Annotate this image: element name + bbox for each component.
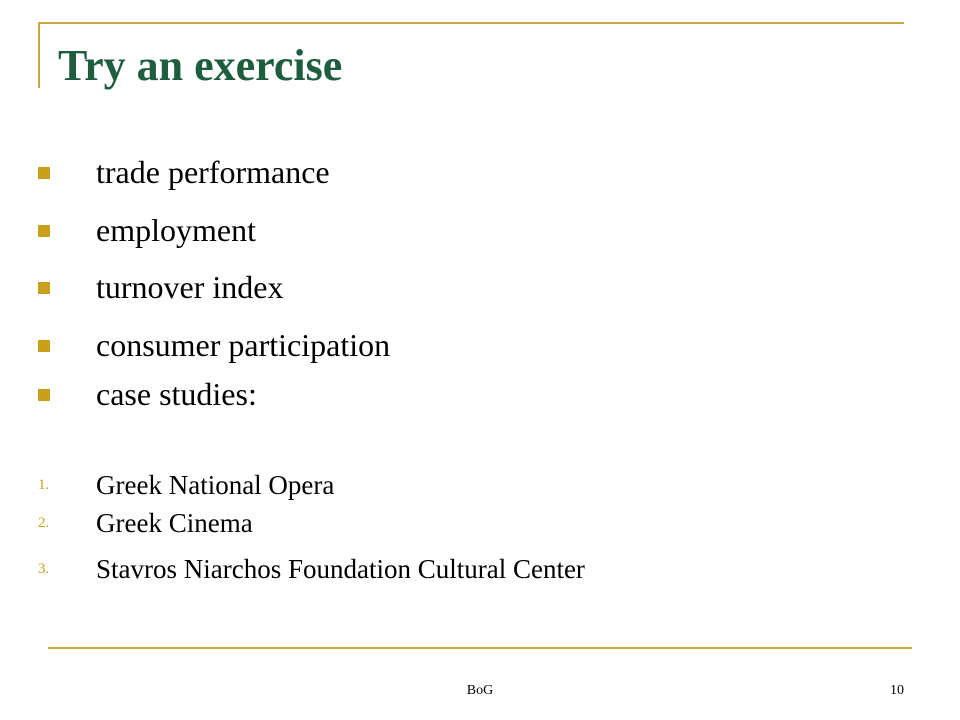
footer-divider	[48, 647, 912, 649]
numbered-text: Stavros Niarchos Foundation Cultural Center	[96, 554, 585, 584]
page-number: 10	[890, 683, 904, 698]
bullet-text: case studies:	[96, 376, 257, 412]
bullet-text: turnover index	[96, 269, 284, 305]
numbered-item	[38, 468, 838, 502]
square-bullet-icon	[38, 389, 50, 401]
square-bullet-icon	[38, 167, 50, 179]
numbered-item	[38, 506, 838, 540]
numbered-text: Greek Cinema	[96, 508, 253, 538]
bullet-text: consumer participation	[96, 327, 391, 363]
bullet-text: employment	[96, 212, 256, 248]
square-bullet-icon	[38, 225, 50, 237]
slide-title: Try an exercise	[58, 41, 343, 90]
number-marker: 2.	[38, 515, 50, 531]
bullet-item	[38, 267, 838, 307]
number-marker: 3.	[38, 561, 50, 577]
footer-label: BoG	[466, 683, 494, 698]
bullet-item	[38, 374, 838, 414]
left-border-line	[38, 22, 40, 88]
bullet-text: trade performance	[96, 154, 330, 190]
bullet-item	[38, 152, 838, 192]
square-bullet-icon	[38, 340, 50, 352]
bullet-item	[38, 325, 838, 365]
number-marker: 1.	[38, 477, 50, 493]
square-bullet-icon	[38, 282, 50, 294]
bullet-item	[38, 210, 838, 250]
top-border-line	[38, 22, 904, 24]
numbered-item	[38, 552, 838, 586]
numbered-text: Greek National Opera	[96, 470, 335, 500]
